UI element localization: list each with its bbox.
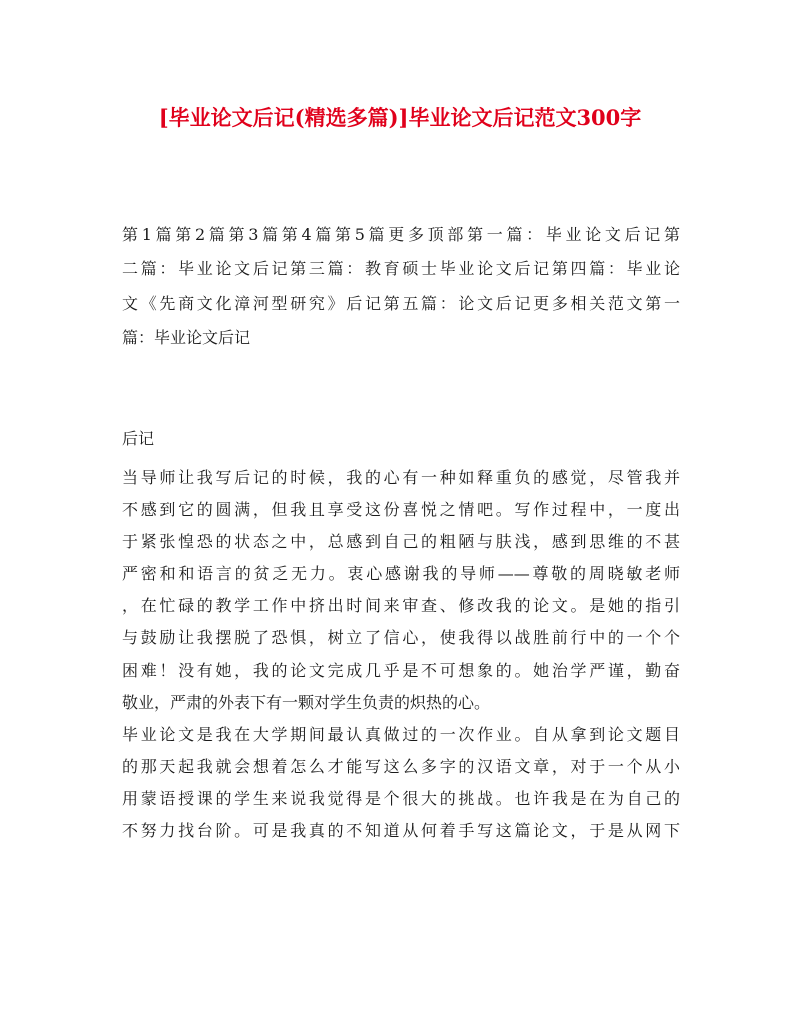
body-line: 不感到它的圆满，但我且享受这份喜悦之情吧。写作过程中，一度出 — [122, 500, 680, 520]
body-line: 与鼓励让我摆脱了恐惧，树立了信心，使我得以战胜前行中的一个个 — [122, 628, 680, 648]
body-line: ，在忙碌的教学工作中挤出时间来审查、修改我的论文。是她的指引 — [122, 596, 680, 616]
body-line: 不努力找台阶。可是我真的不知道从何着手写这篇论文，于是从网下 — [122, 821, 680, 841]
body-line: 毕业论文是我在大学期间最认真做过的一次作业。自从拿到论文题目 — [122, 724, 680, 744]
toc-line: 第1篇第2篇第3篇第4篇第5篇更多顶部第一篇：毕业论文后记第 — [122, 225, 680, 244]
body-line: 敬业，严肃的外表下有一颗对学生负责的炽热的心。 — [122, 692, 491, 712]
body-line: 严密和和语言的贫乏无力。衷心感谢我的导师——尊敬的周晓敏老师 — [122, 564, 680, 584]
body-line: 于紧张惶恐的状态之中，总感到自己的粗陋与肤浅，感到思维的不甚 — [122, 532, 680, 552]
section-heading: 后记 — [122, 429, 155, 448]
toc-line: 篇：毕业论文后记 — [122, 327, 251, 347]
body-text — [122, 462, 680, 847]
toc-paragraph — [122, 218, 680, 355]
body-line: 困难！没有她，我的论文完成几乎是不可想象的。她治学严谨，勤奋 — [122, 660, 680, 680]
toc-line: 二篇：毕业论文后记第三篇：教育硕士毕业论文后记第四篇：毕业论 — [122, 259, 680, 279]
toc-line: 文《先商文化漳河型研究》后记第五篇：论文后记更多相关范文第一 — [122, 293, 680, 313]
body-line: 当导师让我写后记的时候，我的心有一种如释重负的感觉，尽管我并 — [122, 468, 680, 487]
body-line: 的那天起我就会想着怎么才能写这么多字的汉语文章，对于一个从小 — [122, 756, 680, 776]
document-title: [毕业论文后记(精选多篇)]毕业论文后记范文300字 — [158, 105, 642, 130]
body-line: 用蒙语授课的学生来说我觉得是个很大的挑战。也许我是在为自己的 — [122, 788, 680, 808]
